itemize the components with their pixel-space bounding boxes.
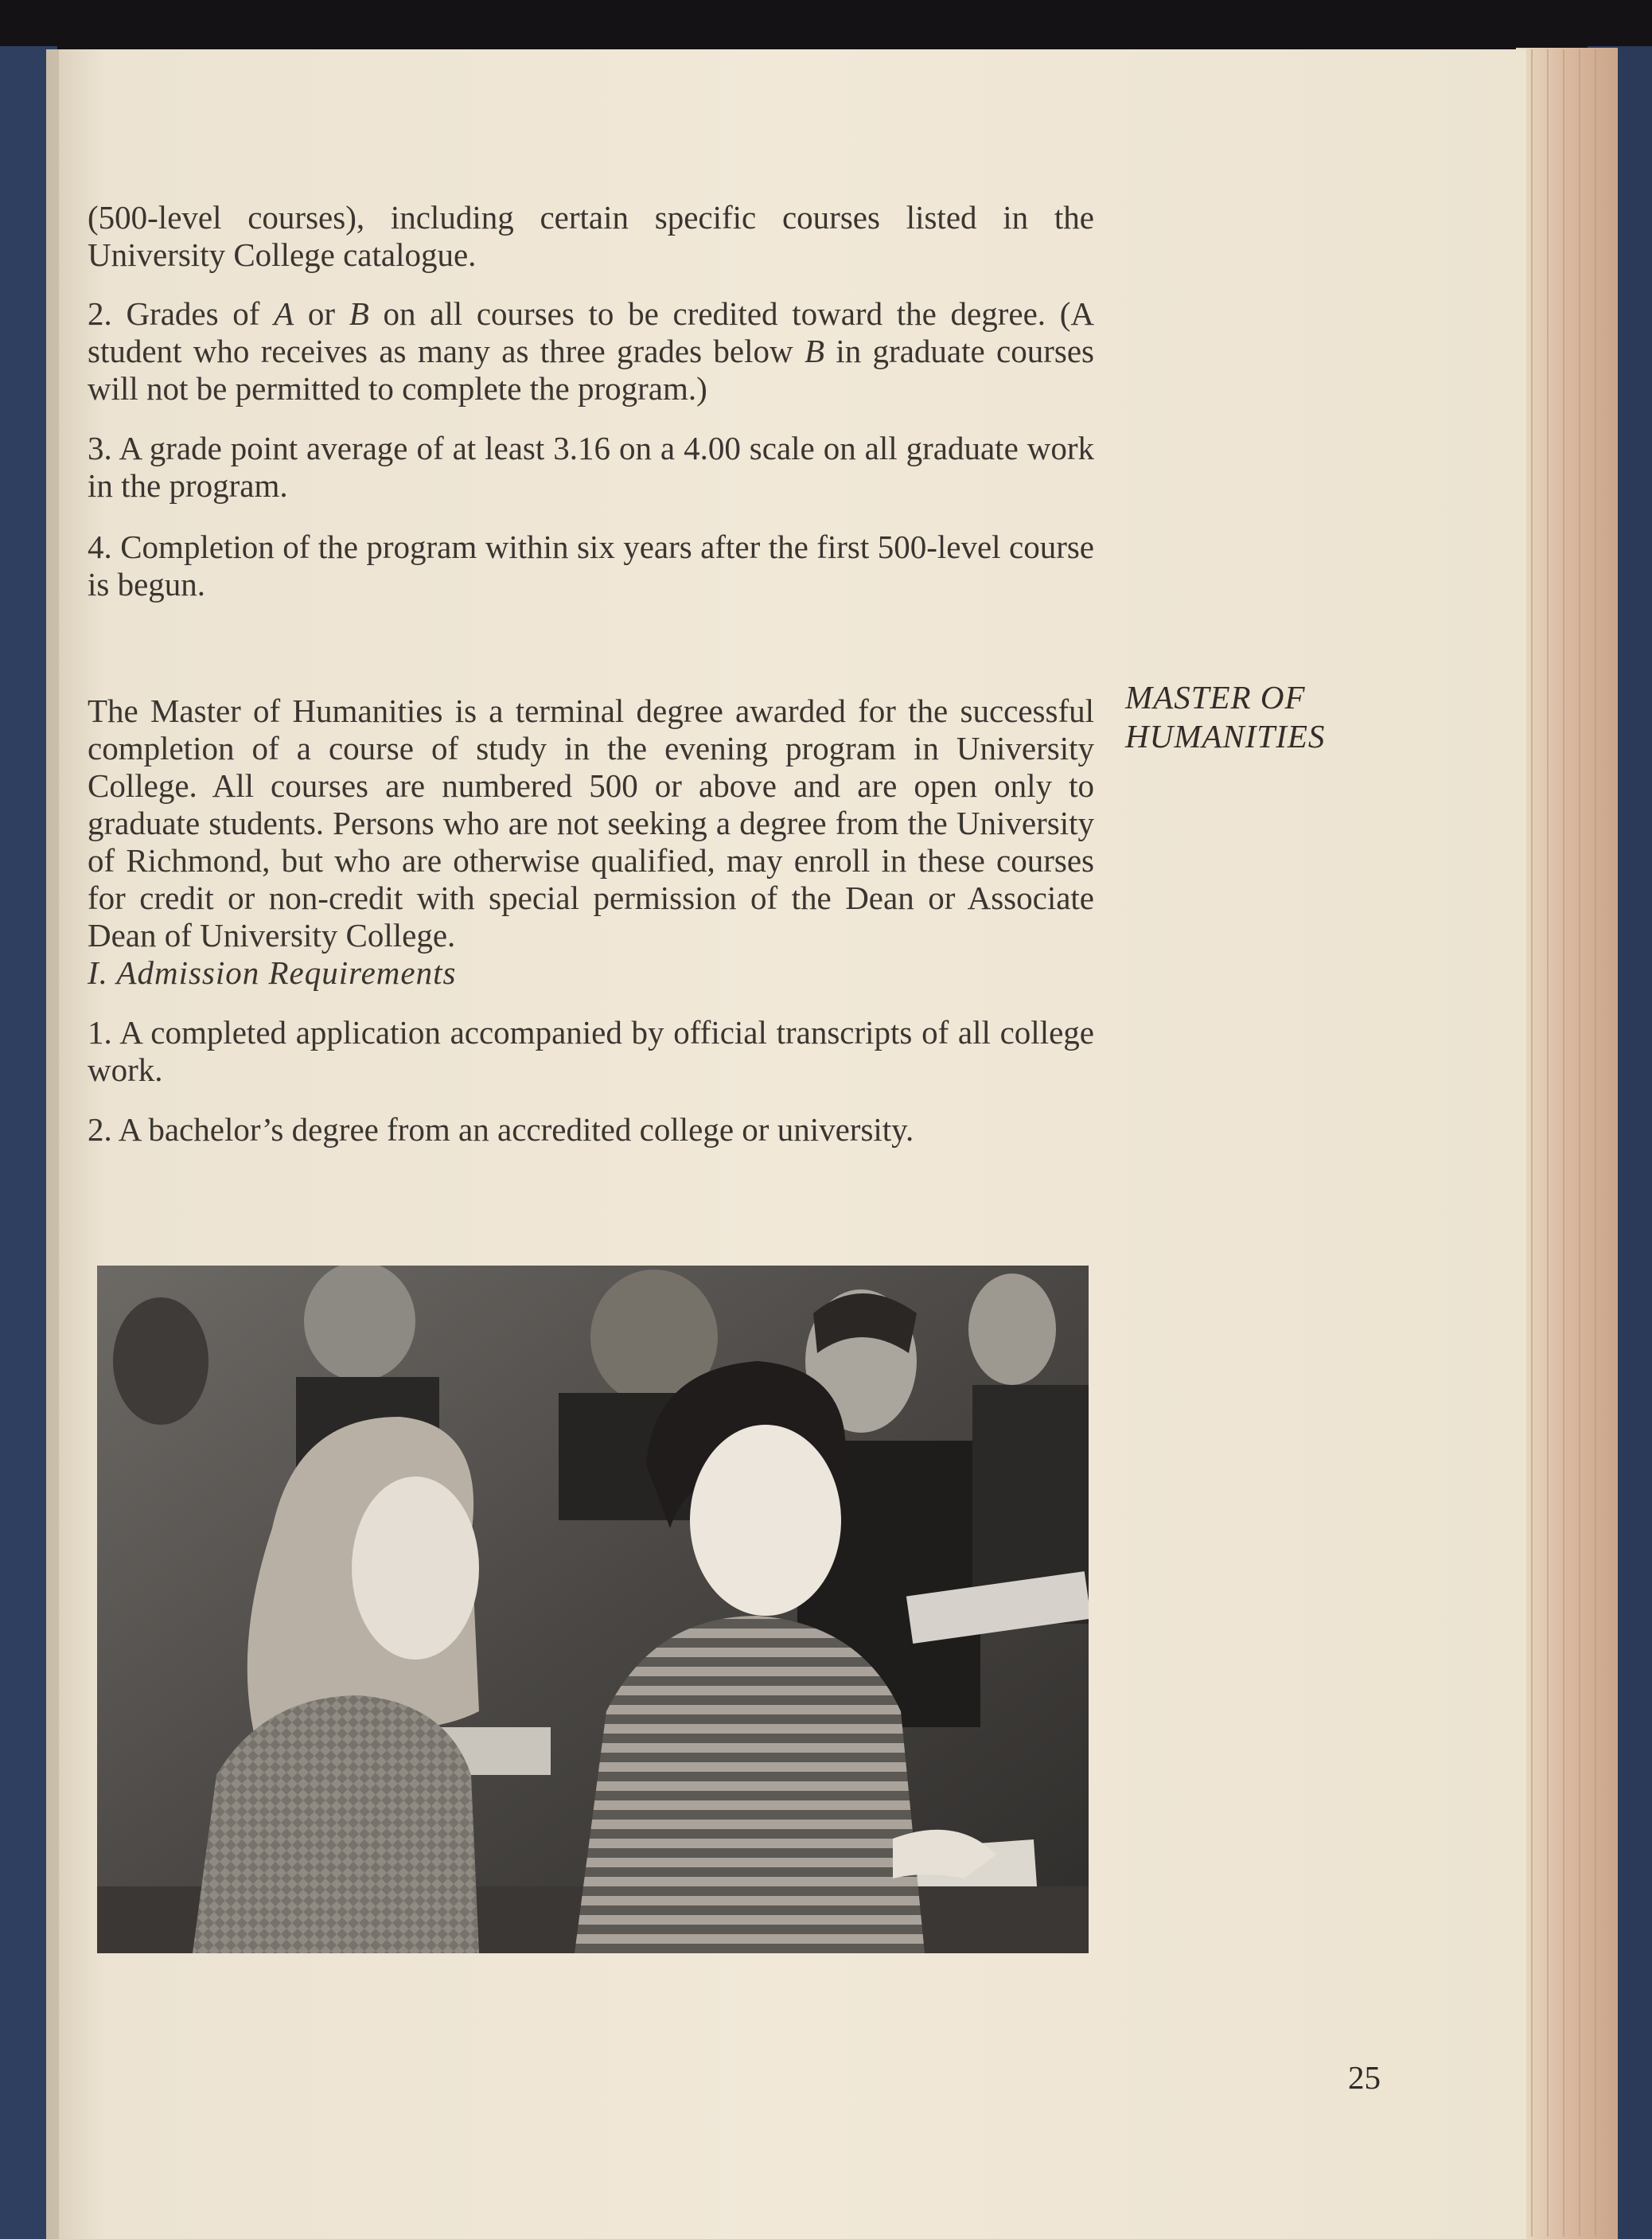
woman-left-face: [352, 1476, 479, 1660]
body-column: [88, 199, 1094, 1149]
background-person: [113, 1297, 208, 1425]
classroom-photo: [97, 1266, 1089, 1953]
item-number: 1.: [88, 1014, 112, 1051]
requirement-item-4: 4. Completion of the program within six years after the first 500-level course is begun.: [88, 529, 1095, 603]
marginal-heading: [1125, 678, 1388, 756]
admission-item-1: 1. A completed application accompanied by official transcripts of all college work.: [88, 1014, 1094, 1088]
paragraph-continued: (500-level courses), including certain specific courses listed in the University College catalogue.: [88, 199, 1094, 273]
page-number: 25: [1348, 2059, 1381, 2096]
requirement-item-2: 2. Grades of A or B on all courses to be credited toward the degree. (A student who receives as many as three grades below B in graduate courses will not be permitted to complete the program.): [88, 295, 1095, 407]
admission-item-2: 2. A bachelor’s degree from an accredited college or university.: [88, 1111, 914, 1148]
item-number: 2.: [88, 295, 112, 332]
master-of-humanities-paragraph: The Master of Humanities is a terminal degree awarded for the successful completion of a course of study in the evening program in University College. All courses are numbered 500 or above and are open only to graduate students. Persons who are not seeking a degree from the University of Richmond, but who are otherwise qualified, may enroll in these courses for credit or non-credit with special permission of the Dean or Associate Dean of University College.: [88, 692, 1094, 954]
item-number: 2.: [88, 1111, 112, 1148]
section-heading: I. Admission Requirements: [88, 954, 457, 991]
marginal-heading-line: HUMANITIES: [1125, 718, 1326, 755]
item-number: 4.: [88, 529, 112, 565]
woman-right-face: [690, 1425, 841, 1616]
requirement-item-3: 3. A grade point average of at least 3.16 on a 4.00 scale on all graduate work in the program.: [88, 430, 1095, 504]
item-number: 3.: [88, 430, 112, 466]
marginal-heading-line: MASTER OF: [1125, 679, 1306, 716]
